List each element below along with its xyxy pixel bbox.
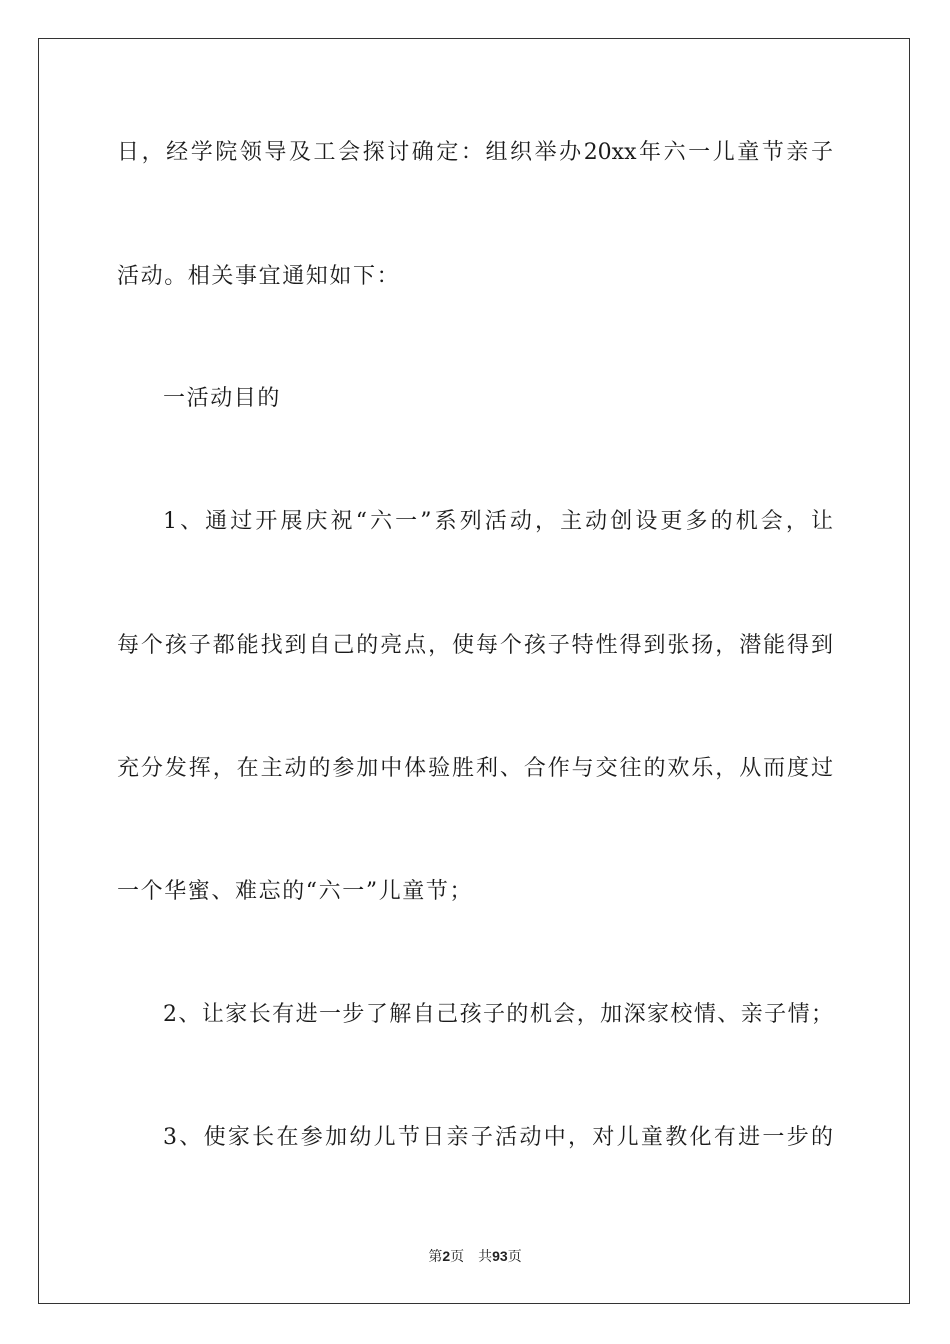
body-line-9: 3、使家长在参加幼儿节日亲子活动中，对儿童教化有进一步的	[163, 1125, 833, 1150]
body-line-4: 1、通过开展庆祝“六一”系列活动，主动创设更多的机会，让	[163, 509, 833, 534]
footer-total-pages: 93	[492, 1248, 508, 1264]
body-line-5: 每个孩子都能找到自己的亮点，使每个孩子特性得到张扬，潜能得到	[117, 633, 833, 658]
footer-total-prefix: 共	[478, 1249, 493, 1265]
page-footer	[0, 1247, 950, 1266]
body-line-2: 活动。相关事宜通知如下：	[117, 264, 401, 289]
section-heading-activity-purpose: 一活动目的	[163, 386, 282, 411]
footer-page-prefix: 第	[428, 1249, 443, 1265]
footer-total-suffix: 页	[507, 1249, 522, 1265]
footer-page-suffix: 页	[450, 1249, 465, 1265]
body-line-7: 一个华蜜、难忘的“六一”儿童节；	[117, 879, 474, 904]
body-line-1: 日，经学院领导及工会探讨确定：组织举办20xx年六一儿童节亲子	[117, 140, 833, 165]
footer-page-number: 2	[442, 1248, 451, 1264]
body-line-6: 充分发挥，在主动的参加中体验胜利、合作与交往的欢乐，从而度过	[117, 756, 833, 781]
body-line-8: 2、让家长有进一步了解自己孩子的机会，加深家校情、亲子情；	[163, 1002, 833, 1027]
page-border	[38, 38, 910, 1304]
